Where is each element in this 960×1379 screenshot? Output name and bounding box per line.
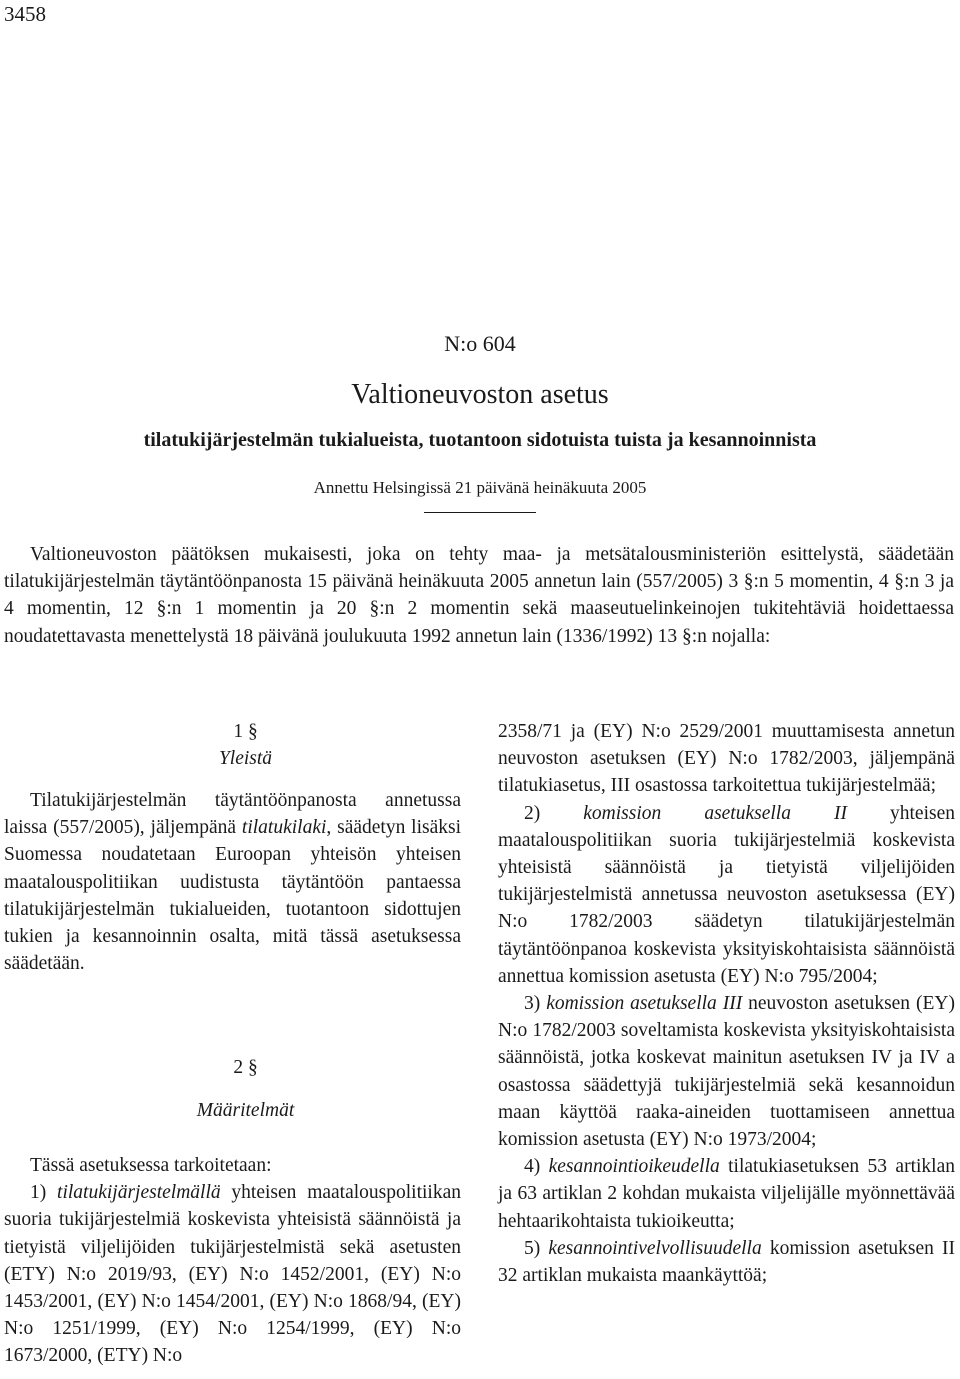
section-2-number: 2 § <box>233 1057 258 1078</box>
definition-item-5 <box>498 1235 955 1289</box>
definition-item-4-num: 4) <box>524 1156 549 1178</box>
definition-item-5-term: kesannointivelvollisuudella <box>548 1237 762 1259</box>
definition-item-2-term: komission asetuksella II <box>583 802 847 824</box>
act-title: Valtioneuvoston asetus <box>351 379 609 410</box>
given-date-line: Annettu Helsingissä 21 päivänä heinäkuuta 2005 <box>313 478 647 497</box>
definition-item-4-term: kesannointioikeudella <box>548 1156 720 1178</box>
act-subtitle: tilatukijärjestelmän tukialueista, tuotantoon sidotuista tuista ja kesannoinnista <box>143 429 817 451</box>
section-1-heading: Yleistä <box>218 748 273 770</box>
section-1-text-a: Tilatukijärjestelmän täytäntöönpanosta annetussa laissa (557/2005), jäljempänä <box>4 790 461 839</box>
section-1-term: tilatukilaki <box>241 817 327 839</box>
definition-item-4 <box>498 1153 955 1235</box>
section-1-paragraph <box>4 787 461 977</box>
definition-item-2-num: 2) <box>524 802 584 824</box>
definition-item-3 <box>498 990 955 1153</box>
section-1-text-b: , säädetyn lisäksi Suomessa noudatetaan Euroopan yhteisön yhteisen maatalouspolitiikan uudistusta täytäntöön pantaessa tilatukijärjestelmän tukialueiden, tuotantoon sidottujen tukien ja kesannoinnin osalta, mitä tässä asetuksessa säädetään. <box>4 817 461 975</box>
page-number: 3458 <box>4 2 46 26</box>
definition-item-1-term: tilatukijärjestelmällä <box>57 1182 221 1204</box>
definition-item-2-text: yhteisen maatalouspolitiikan suoria tukijärjestelmiä koskevista yhteisistä säännöistä ja tietyistä viljelijöiden tukijärjestelmistä annetussa neuvoston asetuksessa (EY) N:o 1782/2003 säädetyn tilatukijärjestelmän täytäntöönpanoa koskevista yksityiskohtaisista säännöistä annettua komission asetusta (EY) N:o 795/2004; <box>498 802 955 987</box>
section-1-number: 1 § <box>233 721 258 742</box>
section-2-intro: Tässä asetuksessa tarkoitetaan: <box>30 1155 272 1176</box>
statute-number: N:o 604 <box>444 331 516 356</box>
definition-item-1-text-left: yhteisen maatalouspolitiikan suoria tukijärjestelmiä koskevista yhteisistä säännöistä ja tietyistä viljelijöiden tukijärjestelmistä sekä asetusten (ETY) N:o 2019/93, (EY) N:o 1452/2001, (EY) N:o 1453/2001, (EY) N:o 1454/2001, (EY) N:o 1868/94, (EY) N:o 1251/1999, (EY) N:o 1254/1999, (EY) N:o 1673/2000, (ETY) N:o <box>4 1182 461 1367</box>
definition-item-2 <box>498 800 955 990</box>
definition-item-4-text: tilatukiasetuksen 53 artiklan ja 63 artiklan 2 kohdan mukaista viljelijälle myönnettävää hehtaarikohtaista tukioikeutta; <box>498 1156 955 1232</box>
definition-item-5-num: 5) <box>524 1237 549 1259</box>
section-2-body-right <box>498 718 955 1289</box>
section-1-body <box>4 787 461 977</box>
preamble-text: Valtioneuvoston päätöksen mukaisesti, joka on tehty maa- ja metsätalousministeriön esittelystä, säädetään tilatukijärjestelmän täytäntöönpanosta 15 päivänä heinäkuuta 2005 annetun lain (557/2005) 3 §:n 5 momentin, 4 §:n 3 ja 4 momentin, 12 §:n 1 momentin ja 20 §:n 2 momentin sekä maaseutuelinkeinojen tukitehtäviä hoidettaessa noudatettavasta menettelystä 18 päivänä joulukuuta 1992 annetun lain (1336/1992) 13 §:n nojalla: <box>4 544 954 647</box>
preamble <box>4 541 954 650</box>
definition-item-1 <box>4 1179 461 1369</box>
section-2-body-left <box>4 1152 461 1370</box>
definition-item-5-text: komission asetuksen II 32 artiklan mukaista maankäyttöä; <box>498 1237 955 1287</box>
definition-item-3-num: 3) <box>524 993 547 1015</box>
definition-item-1-num: 1) <box>30 1182 58 1204</box>
definition-item-3-term: komission asetuksella III <box>546 993 743 1015</box>
definition-item-1-continued: 2358/71 ja (EY) N:o 2529/2001 muuttamisesta annetun neuvoston asetuksen (EY) N:o 1782/2003, jäljempänä tilatukiasetus, III osastossa tarkoitettua tukijärjestelmää; <box>498 721 955 797</box>
section-2-heading: Määritelmät <box>196 1100 295 1122</box>
definition-item-3-text: neuvoston asetuksen (EY) N:o 1782/2003 soveltamista koskevista yksityiskohtaisista säännöistä, jotka koskevat mainitun asetuksen IV ja IV a osastossa säädettyjä tukijärjestelmiä sekä kesannoidun maan käyttöä raaka-aineiden tuottamiseen annettua komission asetusta (EY) N:o 1973/2004; <box>498 993 955 1151</box>
title-divider <box>424 512 536 513</box>
section-1-header <box>4 718 461 772</box>
section-2-header <box>4 1054 461 1124</box>
